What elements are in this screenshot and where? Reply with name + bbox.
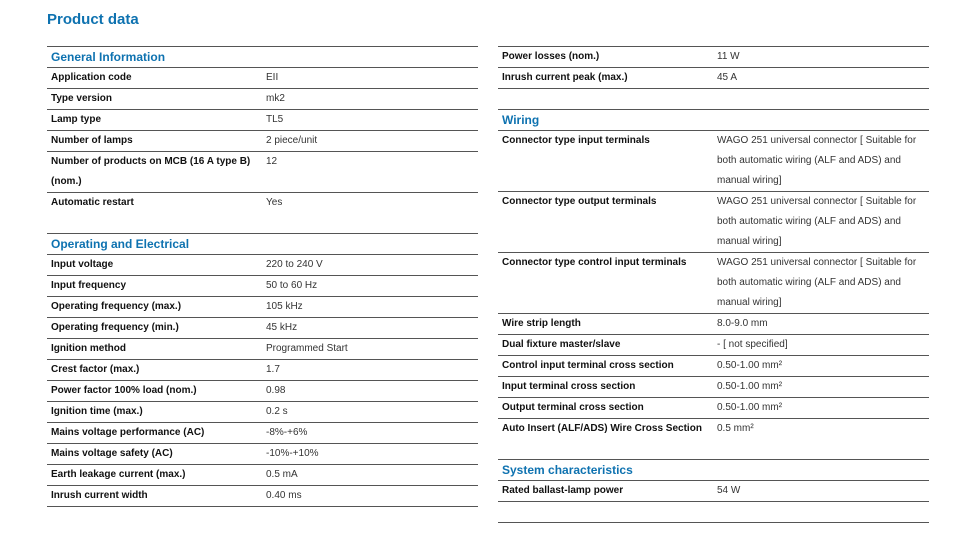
spec-value: 220 to 240 V: [266, 259, 323, 270]
table-end-rule: [47, 506, 478, 507]
spec-label: Number of products on MCB (16 A type B) (nom.): [51, 156, 251, 187]
spec-value: 0.5 mm²: [717, 423, 754, 434]
spec-value: EII: [266, 72, 279, 83]
spec-row-crest-factor: [47, 359, 478, 380]
spec-row-input-cross-section: [498, 376, 929, 397]
right-column: [498, 46, 929, 523]
spec-value: - [ not specified]: [717, 339, 788, 350]
spec-label: Input voltage: [51, 259, 114, 270]
spec-row-control-cross-section: [498, 355, 929, 376]
section-spacer: [498, 501, 929, 522]
spec-row-application-code: [47, 67, 478, 88]
spec-value: 1.7: [266, 364, 280, 375]
spec-label: Type version: [51, 93, 112, 104]
spec-label: Mains voltage performance (AC): [51, 427, 205, 438]
spec-label: Connector type control input terminals: [502, 257, 687, 268]
spec-row-connector-input: [498, 130, 929, 191]
spec-row-products-on-mcb: [47, 151, 478, 192]
spec-row-inrush-current-peak: [498, 67, 929, 88]
spec-label: Crest factor (max.): [51, 364, 140, 375]
spec-row-number-of-lamps: [47, 130, 478, 151]
section-title-operating: Operating and Electrical: [47, 233, 478, 254]
spec-row-connector-output: [498, 191, 929, 252]
spec-value: WAGO 251 universal connector [ Suitable for both automatic wiring (ALF and ADS) and manual wiring]: [717, 257, 917, 308]
spec-value: 0.40 ms: [266, 490, 302, 501]
spec-label: Power losses (nom.): [502, 51, 600, 62]
spec-label: Wire strip length: [502, 318, 581, 329]
spec-label: Inrush current peak (max.): [502, 72, 628, 83]
spec-value: 0.98: [266, 385, 286, 396]
spec-label: Mains voltage safety (AC): [51, 448, 173, 459]
spec-row-operating-frequency-max: [47, 296, 478, 317]
spec-value: 50 to 60 Hz: [266, 280, 318, 291]
spec-value: 0.50-1.00 mm²: [717, 402, 783, 413]
spec-label: Auto Insert (ALF/ADS) Wire Cross Section: [502, 423, 702, 434]
section-title-wiring: Wiring: [498, 109, 929, 130]
spec-row-input-voltage: [47, 254, 478, 275]
section-spacer: [498, 439, 929, 459]
left-column: [47, 46, 478, 507]
spec-row-auto-insert: [498, 418, 929, 439]
spec-row-input-frequency: [47, 275, 478, 296]
spec-value: Programmed Start: [266, 343, 348, 354]
spec-label: Lamp type: [51, 114, 102, 125]
spec-row-operating-frequency-min: [47, 317, 478, 338]
spec-value: -8%-+6%: [266, 427, 308, 438]
spec-value: 54 W: [717, 485, 741, 496]
spec-label: Operating frequency (max.): [51, 301, 182, 312]
spec-row-rated-power: [498, 480, 929, 501]
spec-value: 0.5 mA: [266, 469, 298, 480]
spec-row-automatic-restart: [47, 192, 478, 213]
spec-value: 0.50-1.00 mm²: [717, 360, 783, 371]
spec-label: Power factor 100% load (nom.): [51, 385, 197, 396]
spec-label: Input frequency: [51, 280, 127, 291]
spec-label: Operating frequency (min.): [51, 322, 179, 333]
spec-row-inrush-current-width: [47, 485, 478, 506]
spec-label: Earth leakage current (max.): [51, 469, 186, 480]
spec-row-connector-control: [498, 252, 929, 313]
spec-value: TL5: [266, 114, 284, 125]
spec-label: Rated ballast-lamp power: [502, 485, 624, 496]
spec-label: Input terminal cross section: [502, 381, 636, 392]
spec-row-ignition-time: [47, 401, 478, 422]
page-title: Product data: [47, 11, 139, 28]
spec-row-earth-leakage: [47, 464, 478, 485]
section-spacer: [498, 88, 929, 109]
spec-row-type-version: [47, 88, 478, 109]
section-title-system: System characteristics: [498, 459, 929, 480]
section-title-general: General Information: [47, 46, 478, 67]
spec-value: 105 kHz: [266, 301, 303, 312]
spec-label: Control input terminal cross section: [502, 360, 674, 371]
spec-value: 0.2 s: [266, 406, 288, 417]
spec-value: 45 kHz: [266, 322, 298, 333]
spec-label: Connector type output terminals: [502, 196, 657, 207]
spec-row-power-factor: [47, 380, 478, 401]
spec-row-wire-strip-length: [498, 313, 929, 334]
spec-row-lamp-type: [47, 109, 478, 130]
spec-row-mains-voltage-performance: [47, 422, 478, 443]
spec-row-output-cross-section: [498, 397, 929, 418]
spec-label: Ignition method: [51, 343, 126, 354]
spec-label: Ignition time (max.): [51, 406, 143, 417]
spec-label: Connector type input terminals: [502, 135, 650, 146]
spec-value: -10%-+10%: [266, 448, 319, 459]
table-end-rule: [498, 522, 929, 523]
spec-label: Application code: [51, 72, 132, 83]
spec-label: Inrush current width: [51, 490, 148, 501]
spec-value: 45 A: [717, 72, 738, 83]
spec-row-power-losses: [498, 46, 929, 67]
section-spacer: [47, 213, 478, 233]
spec-value: WAGO 251 universal connector [ Suitable for both automatic wiring (ALF and ADS) and manual wiring]: [717, 135, 917, 186]
spec-value: WAGO 251 universal connector [ Suitable for both automatic wiring (ALF and ADS) and manual wiring]: [717, 196, 917, 247]
spec-row-dual-fixture: [498, 334, 929, 355]
spec-value: mk2: [266, 93, 285, 104]
spec-value: 0.50-1.00 mm²: [717, 381, 783, 392]
spec-value: Yes: [266, 197, 283, 208]
spec-row-mains-voltage-safety: [47, 443, 478, 464]
spec-label: Dual fixture master/slave: [502, 339, 621, 350]
spec-label: Output terminal cross section: [502, 402, 644, 413]
spec-label: Automatic restart: [51, 197, 134, 208]
spec-value: 12: [266, 156, 278, 167]
spec-value: 11 W: [717, 51, 740, 62]
spec-label: Number of lamps: [51, 135, 133, 146]
spec-row-ignition-method: [47, 338, 478, 359]
spec-value: 8.0-9.0 mm: [717, 318, 768, 329]
spec-value: 2 piece/unit: [266, 135, 318, 146]
